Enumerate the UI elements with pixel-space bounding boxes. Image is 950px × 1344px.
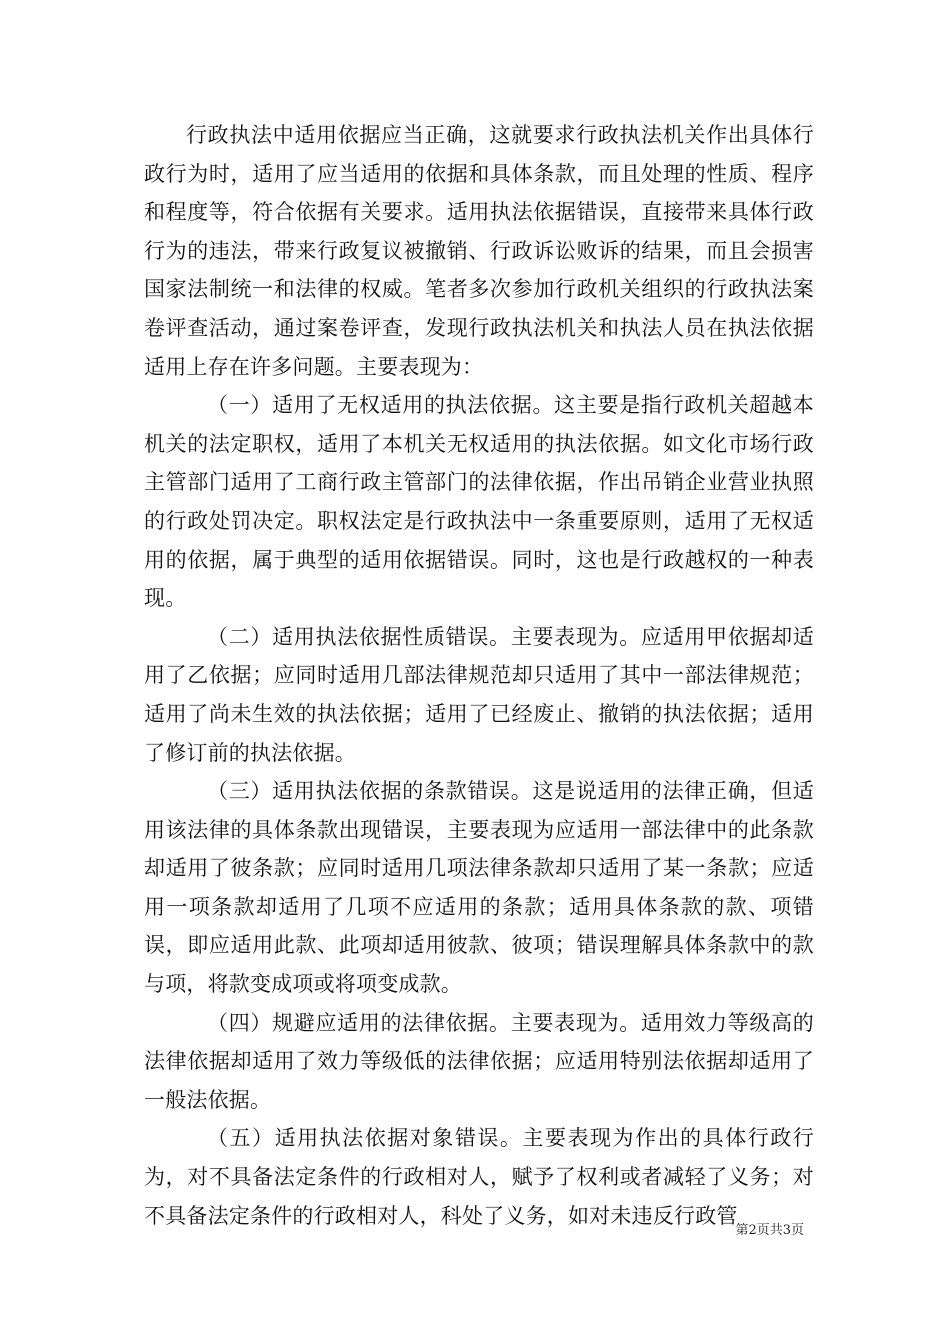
paragraph-item-4: （四）规避应适用的法律依据。主要表现为。适用效力等级高的法律依据却适用了效力等级低的法律依据；应适用特别法依据却适用了一般法依据。 xyxy=(144,1010,814,1112)
paragraph-item-5: （五）适用执法依据对象错误。主要表现为作出的具体行政行为，对不具备法定条件的行政相对人，赋予了权利或者减轻了义务；对不具备法定条件的行政相对人，科处了义务，如对未违反行政管 xyxy=(144,1126,814,1228)
paragraph-item-1: （一）适用了无权适用的执法依据。这主要是指行政机关超越本机关的法定职权，适用了本机关无权适用的执法依据。如文化市场行政主管部门适用了工商行政主管部门的法律依据，作出吊销企业营业执照的行政处罚决定。职权法定是行政执法中一条重要原则，适用了无权适用的依据，属于典型的适用依据错误。同时，这也是行政越权的一种表现。 xyxy=(144,393,814,611)
document-body xyxy=(144,116,814,1235)
paragraph-intro: 行政执法中适用依据应当正确，这就要求行政执法机关作出具体行政行为时，适用了应当适用的依据和具体条款，而且处理的性质、程序和程度等，符合依据有关要求。适用执法依据错误，直接带来具体行政行为的违法，带来行政复议被撤销、行政诉讼败诉的结果，而且会损害国家法制统一和法律的权威。笔者多次参加行政机关组织的行政执法案卷评查活动，通过案卷评查，发现行政执法机关和执法人员在执法依据适用上存在许多问题。主要表现为： xyxy=(144,123,814,379)
page-number-footer: 第2页共3页 xyxy=(735,1223,804,1238)
paragraph-item-2: （二）适用执法依据性质错误。主要表现为。应适用甲依据却适用了乙依据；应同时适用几部法律规范却只适用了其中一部法律规范；适用了尚未生效的执法依据；适用了已经废止、撤销的执法依据；适用了修订前的执法依据。 xyxy=(144,624,814,765)
paragraph-item-3: （三）适用执法依据的条款错误。这是说适用的法律正确，但适用该法律的具体条款出现错误，主要表现为应适用一部法律中的此条款却适用了彼条款；应同时适用几项法律条款却只适用了某一条款；应适用一项条款却适用了几项不应适用的条款；适用具体条款的款、项错误，即应适用此款、此项却适用彼款、彼项；错误理解具体条款中的款与项，将款变成项或将项变成款。 xyxy=(144,779,814,997)
